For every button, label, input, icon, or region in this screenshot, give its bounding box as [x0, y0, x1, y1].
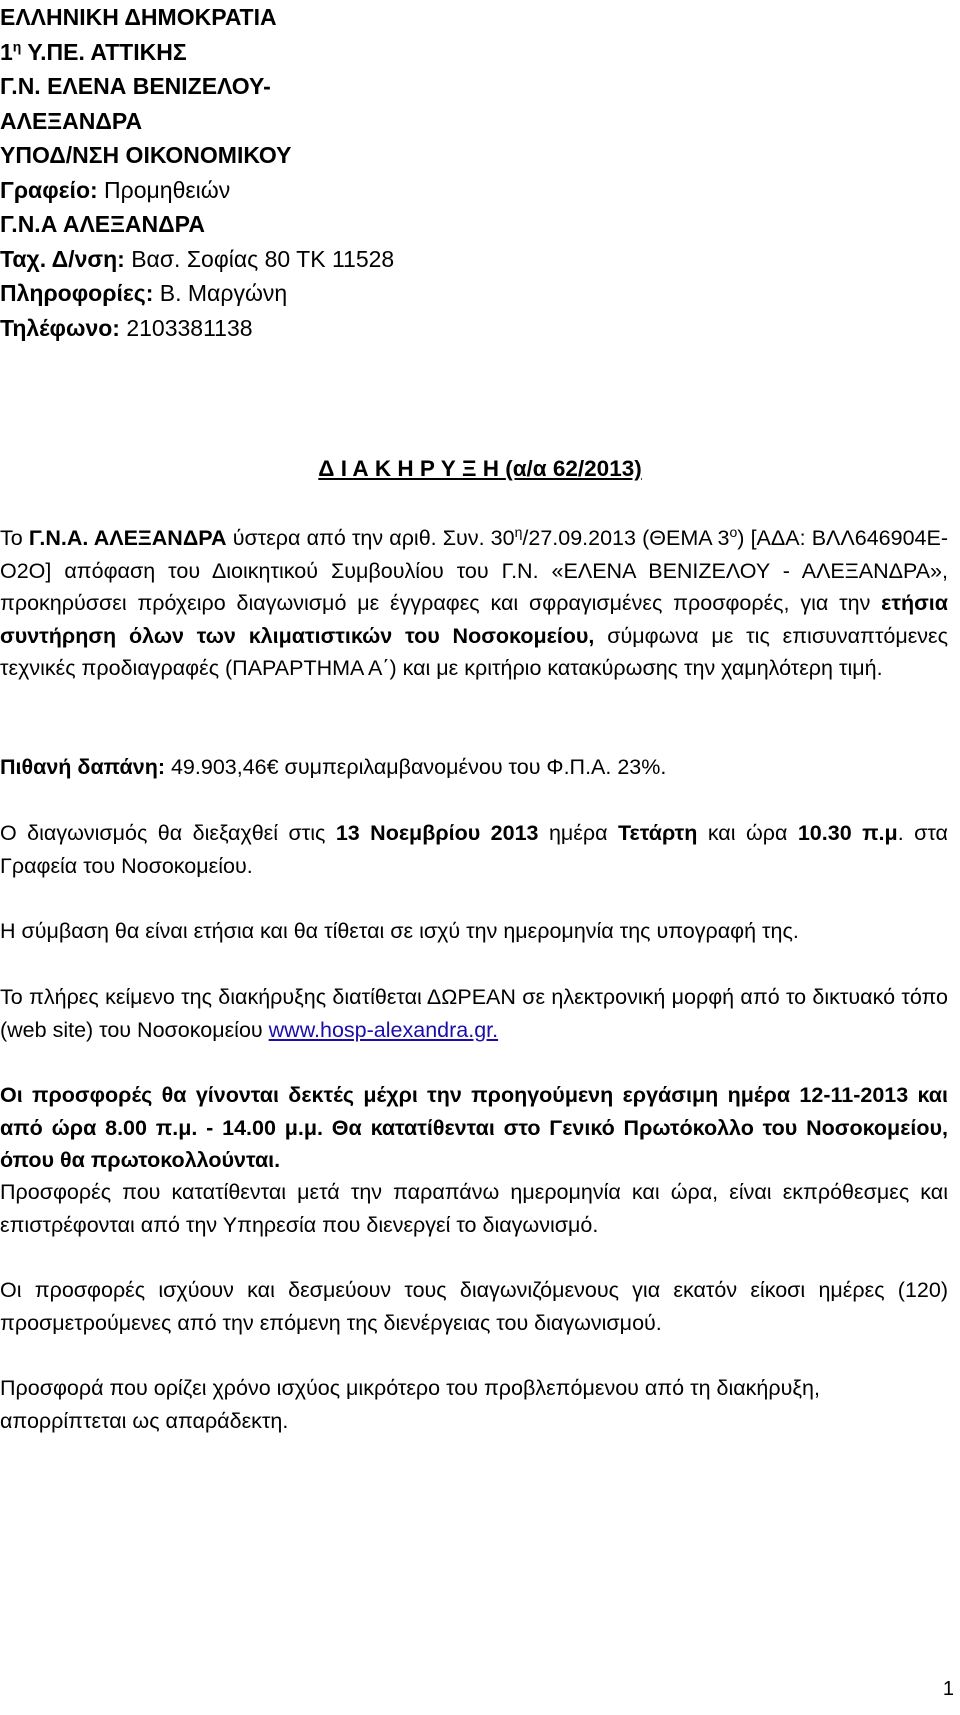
phone-line: Τηλέφωνο: 2103381138	[0, 314, 253, 341]
cost-paragraph: Πιθανή δαπάνη: 49.903,46€ συμπεριλαμβανομένου του Φ.Π.Α. 23%.	[0, 755, 667, 779]
hospital-website-link[interactable]: www.hosp-alexandra.gr.	[268, 1017, 499, 1042]
document-title: Δ Ι Α Κ Η Ρ Υ Ξ Η (α/α 62/2013)	[318, 456, 642, 481]
hospital-short-line: Γ.Ν.Α ΑΛΕΞΑΝΔΡΑ	[0, 211, 205, 237]
contract-paragraph: Η σύμβαση θα είναι ετήσια και θα τίθεται σε ισχύ την ημερομηνία της υπογραφή της.	[0, 919, 799, 943]
full-text-paragraph: Το πλήρες κείμενο της διακήρυξης διατίθεται ΔΩΡΕΑΝ σε ηλεκτρονική μορφή από το δικτυακό τόπο (web site) του Νοσοκομείου www.hosp-alexandra.gr.	[0, 985, 948, 1042]
intro-paragraph: Το Γ.Ν.Α. ΑΛΕΞΑΝΔΡΑ ύστερα από την αριθ. Συν. $30^\eta/27.09.2013$ (ΘΕΜΑ $3^o$) [ΑΔΑ: ΒΛΛ646904Ε-Ο2Ο] απόφαση του Διοικητικού Συμβουλίου του Γ.Ν. «ΕΛΕΝΑ ΒΕΝΙΖΕΛΟΥ - ΑΛΕΞΑΝΔΡΑ», προκηρύσσει πρόχειρο διαγωνισμό με έγγραφες και σφραγισμένες προσφορές, για την ετήσια συντήρηση όλων των κλιματιστικών του Νοσοκομείου, σύμφωνα με τις επισυναπτόμενες τεχνικές προδιαγραφές (ΠΑΡΑΡΤΗΜΑ Α΄) και με κριτήριο κατακύρωσης την χαμηλότερη τιμή.	[0, 523, 948, 680]
directorate-line: ΥΠΟΔ/ΝΣΗ ΟΙΚΟΝΟΜΙΚΟΥ	[0, 142, 292, 168]
validity-paragraph: Οι προσφορές ισχύουν και δεσμεύουν τους διαγωνιζόμενους για εκατόν είκοσι ημέρες (120) προσμετρούμενες από την επόμενη της διενέργειας του διαγωνισμού.	[0, 1278, 948, 1335]
country-line: ΕΛΛΗΝΙΚΗ ΔΗΜΟΚΡΑΤΙΑ	[0, 4, 277, 30]
letterhead	[0, 0, 400, 345]
health-region-line: $1^\eta$ Υ.ΠΕ. ΑΤΤΙΚΗΣ	[0, 37, 187, 65]
offers-deadline-paragraph: Οι προσφορές θα γίνονται δεκτές μέχρι την προηγούμενη εργάσιμη ημέρα 12-11-2013 και από ώρα 8.00 π.μ. - 14.00 μ.μ. Θα κατατίθενται στο Γενικό Πρωτόκολλο του Νοσοκομείου, όπου θα πρωτοκολλούνται.	[0, 1083, 948, 1172]
late-offers-paragraph: Προσφορές που κατατίθενται μετά την παραπάνω ημερομηνία και ώρα, είναι εκπρόθεσμες και επιστρέφονται από την Υπηρεσία που διενεργεί το διαγωνισμό.	[0, 1180, 948, 1237]
hospital-name-line-1: Γ.Ν. ΕΛΕΝΑ ΒΕΝΙΖΕΛΟΥ-	[0, 73, 271, 99]
date-paragraph: Ο διαγωνισμός θα διεξαχθεί στις 13 Νοεμβρίου 2013 ημέρα Τετάρτη και ώρα 10.30 π.μ. στα Γραφεία του Νοσοκομείου.	[0, 821, 948, 878]
rejection-paragraph: Προσφορά που ορίζει χρόνο ισχύος μικρότερο του προβλεπόμενου από τη διακήρυξη, απορρίπτεται ως απαράδεκτη.	[0, 1376, 820, 1433]
hospital-name-line-2: ΑΛΕΞΑΝΔΡΑ	[0, 107, 143, 134]
address-line: Ταχ. Δ/νση: Βασ. Σοφίας 80 ΤΚ 11528	[0, 245, 395, 272]
office-line: Γραφείο: Προμηθειών	[0, 176, 231, 203]
info-line: Πληροφορίες: Β. Μαργώνη	[0, 280, 288, 306]
page-number: 1	[942, 1678, 954, 1700]
